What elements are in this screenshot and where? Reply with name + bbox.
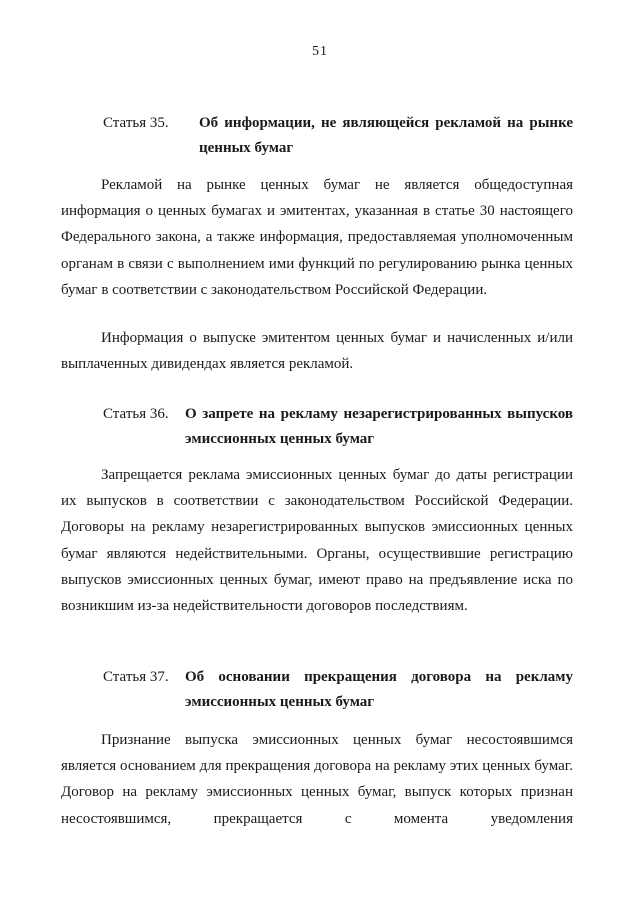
article-label: Статья 36. [103,406,169,422]
article-37-header [103,665,573,715]
article-label: Статья 35. [103,115,169,131]
article-title: Об информации, не являющейся рекламой на рынке ценных бумаг [199,115,573,156]
article-36-paragraph-1: Запрещается реклама эмиссионных ценных бумаг до даты регистрации их выпусков в соответствии с законодательством Российской Федерации. Договоры на рекламу незарегистрированных выпусков эмиссионных ценных бумаг являются недействительными. Органы, осуществившие регистрацию выпусков эмиссионных ценных бумаг, имеют право на предъявление иска по возникшим из-за недействительности договоров последствиям. [61,467,573,615]
page-number: 51 [312,44,328,59]
article-35-paragraph-2: Информация о выпуске эмитентом ценных бумаг и начисленных и/или выплаченных дивидендах является рекламой. [61,330,573,373]
article-35-header [103,111,573,161]
article-label: Статья 37. [103,669,169,685]
article-title: О запрете на рекламу незарегистрированных выпусков эмиссионных ценных бумаг [185,406,573,447]
article-37-paragraph-1: Признание выпуска эмиссионных ценных бумаг несостоявшимся является основанием для прекращения договора на рекламу этих ценных бумаг. Договор на рекламу эмиссионных ценных бумаг, выпуск которых признан несостоявшимся, прекращается с момента уведомления [61,732,573,827]
article-36-header [103,402,573,452]
article-35-paragraph-1: Рекламой на рынке ценных бумаг не является общедоступная информация о ценных бумагах и эмитентах, указанная в статье 30 настоящего Федерального закона, а также информация, предоставляемая уполномоченным органам в связи с выполнением ими функций по регулированию рынка ценных бумаг в соответствии с законодательством Российской Федерации. [61,177,573,298]
article-title: Об основании прекращения договора на рекламу эмиссионных ценных бумаг [185,669,573,710]
